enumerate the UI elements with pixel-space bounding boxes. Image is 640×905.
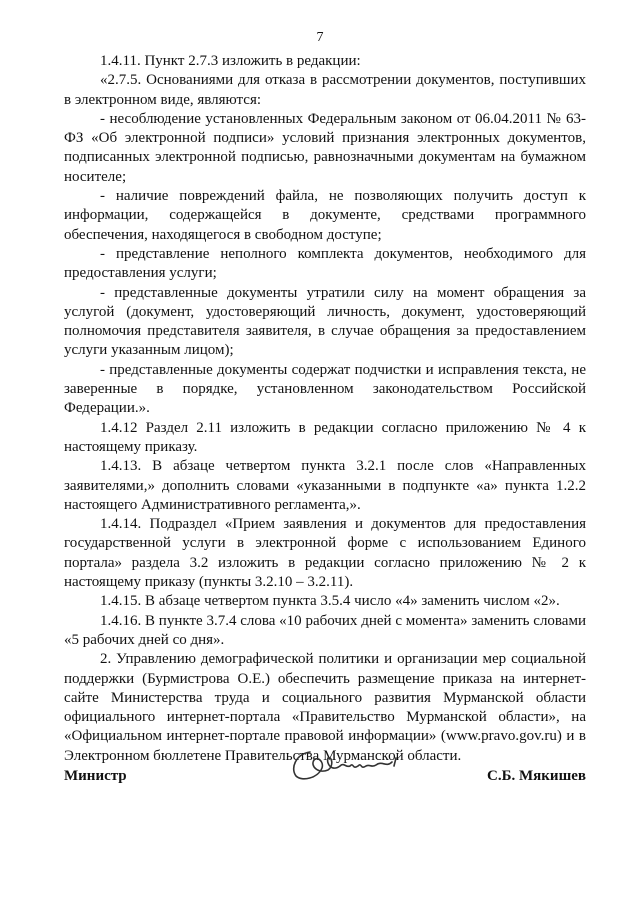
document-body — [64, 52, 586, 766]
paragraph-1-4-14: 1.4.14. Подраздел «Прием заявления и документов для предоставления государственной услуги в электронной форме с использованием Единого портала» раздела 3.2 изложить в редакции согласно приложению № 2 к настоящему приказу (пункты 3.2.10 – 3.2.11). — [64, 516, 586, 591]
paragraph-1-4-11: 1.4.11. Пункт 2.7.3 изложить в редакции: — [100, 53, 361, 69]
paragraph-2-7-5: «2.7.5. Основаниями для отказа в рассмотрении документов, поступивших в электронном виде, являются: — [64, 72, 586, 108]
handwritten-signature — [288, 744, 408, 786]
paragraph-1-4-12: 1.4.12 Раздел 2.11 изложить в редакции согласно приложению № 4 к настоящему приказу. — [64, 419, 586, 455]
list-item-expired-documents: - представленные документы утратили силу на момент обращения за услугой (документ, удостоверяющий личность, документ, удостоверяющий полномочия представителя заявителя, в случае обращения за предоставлением услуги указанным лицом); — [64, 284, 586, 359]
paragraph-2: 2. Управлению демографической политики и организации мер социальной поддержки (Бурмистрова О.Е.) обеспечить размещение приказа на интернет-сайте Министерства труда и социального развития Мурманской области официального интернет-портала «Правительство Мурманской области», на «Официальном интернет-портале правовой информации» (www.pravo.gov.ru) и в Электронном бюллетене Правительства Мурманской области. — [64, 651, 586, 764]
signatory-title: Министр — [64, 768, 127, 784]
paragraph-1-4-13: 1.4.13. В абзаце четвертом пункта 3.2.1 после слов «Направленных заявителями,» дополнить словами «указанными в подпункте «а» пункта 1.2.2 настоящего Административного регламента,». — [64, 458, 586, 513]
list-item-signature-condition: - несоблюдение установленных Федеральным законом от 06.04.2011 № 63-ФЗ «Об электронной подписи» условий признания электронных документов, подписанных электронной подписью, равнозначными документам на бумажном носителе; — [64, 110, 586, 185]
signature-block — [64, 748, 586, 788]
page-number: 7 — [316, 30, 324, 45]
list-item-corrections: - представленные документы содержат подчистки и исправления текста, не заверенные в порядке, установленном законодательством Российской Федерации.». — [64, 361, 586, 417]
paragraph-1-4-16: 1.4.16. В пункте 3.7.4 слова «10 рабочих дней с момента» заменить словами «5 рабочих дней со дня». — [64, 612, 586, 648]
list-item-file-damage: - наличие повреждений файла, не позволяющих получить доступ к информации, содержащейся в документе, средствами программного обеспечения, находящегося в свободном доступе; — [64, 188, 586, 243]
paragraph-1-4-15: 1.4.15. В абзаце четвертом пункта 3.5.4 число «4» заменить числом «2». — [100, 593, 560, 610]
list-item-incomplete-set: - представление неполного комплекта документов, необходимого для предоставления услуги; — [64, 245, 586, 282]
signatory-name: С.Б. Мякишев — [487, 768, 586, 784]
